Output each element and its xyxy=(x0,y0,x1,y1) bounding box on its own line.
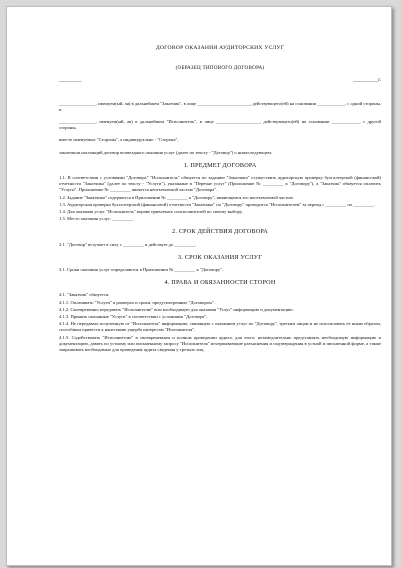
intro-paragraph: ________________, именуем(ый, ая) в дальнейшем "Исполнитель", в лице ___________________, действующего(ей) на основании ____________, с другой стороны, xyxy=(59,119,381,131)
clause: 1.1. В соответствии с условиями "Договора" "Исполнитель" обязуется по заданию "Заказчика" осуществить аудиторскую проверку бухгалтерской (финансовой) отчетности "Заказчика" (далее по тексту - "Услуги"), указанные в "Перечне услуг" (Приложение № _________ к "Договору"), а "Заказчик" обязуется оплатить "Услуги". Приложение № _________ является неотъемлемой частью "Договора". xyxy=(59,175,381,193)
clause: 1.5. Место оказания услуг: _________. xyxy=(59,216,135,222)
date-field: __________г. xyxy=(353,78,381,84)
section-heading: 4. ПРАВА И ОБЯЗАННОСТИ СТОРОН xyxy=(164,279,276,287)
clause: 2.1. "Договор" вступает в силу с _________ и действует до _________. xyxy=(59,241,197,247)
clause: 4.1.2. Своевременно передавать "Исполнителю" всю необходимую для оказания "Услуг" информацию и документацию. xyxy=(59,306,294,312)
place-date-row xyxy=(59,78,381,84)
document-page xyxy=(6,6,392,566)
clause: 4.1.5. Содействовать "Исполнителю" в своевременном и полном проведении аудита, для этого: незамедлительно представлять необходимую информацию и документацию, давать по устному или письменному запросу "Исполнителя" исчерпывающие разъяснения и подтверждения в устной и письменной форме, а также запрашивать необходимые для проведения аудита сведения у третьих лиц. xyxy=(59,334,381,353)
document-title: ДОГОВОР ОКАЗАНИЯ АУДИТОРСКИХ УСЛУГ xyxy=(155,45,285,51)
intro-paragraph: вместе именуемые "Стороны", а индивидуально - "Сторона", xyxy=(59,137,179,143)
section-heading: 3. СРОК ОКАЗАНИЯ УСЛУГ xyxy=(178,253,262,261)
clause: 4.1.3. Принять оказанные "Услуги" в соответствии с условиями "Договора". xyxy=(59,314,208,320)
document-body xyxy=(59,45,381,354)
intro-paragraph: заключили настоящий договор возмездного оказания услуг (далее по тексту - "Договор") о нижеследующем: xyxy=(59,149,273,155)
clause: 3.1. Сроки оказания услуг определяются в Приложении № _________ к "Договору". xyxy=(59,267,224,273)
clause: 1.2. Задание "Заказчика" содержится в Приложении № _________ к "Договору", являющемся его неотъемлемой частью. xyxy=(59,194,295,200)
clause: 4.1.1. Оплачивать "Услуги" в размерах и сроки, предусмотренные "Договором". xyxy=(59,299,215,305)
intro-paragraph: ________________, именуем(ый, ая) в дальнейшем "Заказчик", в лице _______________________, действующего(ей) на основании ____________, с одной стороны, и xyxy=(59,100,381,112)
clause: 1.4. Для оказания услуг "Исполнитель" вправе привлекать соисполнителей по своему выбору. xyxy=(59,209,243,215)
clause: 4.1. "Заказчик" обязуется: xyxy=(59,292,110,298)
clause: 4.1.4. Не передавать полученную от "Исполнителя" информацию, связанную с оказанием услуг по "Договору", третьим лицам и не использовать ее иным образом, способным привести к нанесению ущерба интересам "Исполнителя". xyxy=(59,321,381,333)
document-subtitle: (ОБРАЗЕЦ ТИПОВОГО ДОГОВОРА) xyxy=(175,65,265,72)
section-heading: 2. СРОК ДЕЙСТВИЯ ДОГОВОРА xyxy=(172,228,268,236)
place-field: _________ xyxy=(59,78,82,84)
section-heading: 1. ПРЕДМЕТ ДОГОВОРА xyxy=(183,161,257,169)
clause: 1.3. Аудиторская проверка бухгалтерской (финансовой) отчетности "Заказчика" по "Договору" проводится "Исполнителем" за период с _________ по _________. xyxy=(59,201,376,207)
